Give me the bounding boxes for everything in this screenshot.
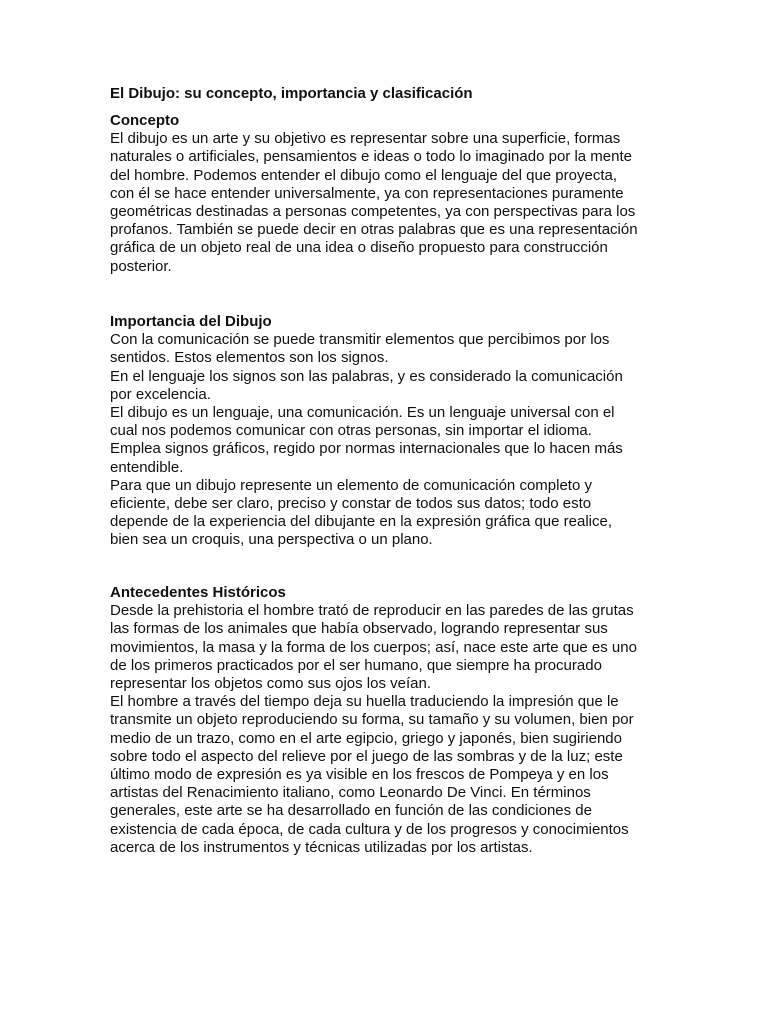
paragraph-line: por excelencia. — [110, 385, 211, 403]
paragraph-line: Emplea signos gráficos, regido por normas internacionales que lo hacen más — [110, 440, 623, 458]
paragraph-line: representar los objetos como sus ojos los veían. — [110, 675, 431, 693]
paragraph-line: gráfica de un objeto real de una idea o diseño propuesto para construcción — [110, 239, 608, 257]
paragraph-line: las formas de los animales que había observado, logrando representar sus — [110, 620, 608, 638]
paragraph-line: sobre todo el aspecto del relieve por el juego de las sombras y de la luz; este — [110, 747, 623, 765]
paragraph-line: existencia de cada época, de cada cultura y de los progresos y conocimientos — [110, 820, 629, 838]
paragraph-line: del hombre. Podemos entender el dibujo como el lenguaje del que proyecta, — [110, 166, 617, 184]
paragraph-line: artistas del Renacimiento italiano, como Leonardo De Vinci. En términos — [110, 784, 591, 802]
section-heading: Concepto — [110, 112, 180, 129]
section-antecedentes — [110, 584, 670, 857]
section-heading: Antecedentes Históricos — [110, 584, 286, 601]
paragraph-line: depende de la experiencia del dibujante en la expresión gráfica que realice, — [110, 513, 613, 531]
paragraph-line: cual nos podemos comunicar con otras personas, sin importar el idioma. — [110, 422, 592, 440]
paragraph-line: Desde la prehistoria el hombre trató de reproducir en las paredes de las grutas — [110, 602, 634, 620]
section-concepto — [110, 112, 670, 276]
paragraph-line: posterior. — [110, 257, 172, 275]
paragraph-line: profanos. También se puede decir en otras palabras que es una representación — [110, 221, 638, 239]
paragraph-line: último modo de expresión es ya visible en los frescos de Pompeya y en los — [110, 766, 609, 784]
paragraph-line: entendible. — [110, 458, 184, 476]
paragraph-line: medio de un trazo, como en el arte egipcio, griego y japonés, bien sugiriendo — [110, 729, 622, 747]
paragraph-line: Con la comunicación se puede transmitir elementos que percibimos por los — [110, 331, 610, 349]
paragraph-line: movimientos, la masa y la forma de los cuerpos; así, nace este arte que es uno — [110, 638, 637, 656]
paragraph-line: de los primeros practicados por el ser humano, que siempre ha procurado — [110, 656, 602, 674]
section-heading: Importancia del Dibujo — [110, 313, 272, 330]
paragraph-line: generales, este arte se ha desarrollado en función de las condiciones de — [110, 802, 592, 820]
paragraph-line: El dibujo es un arte y su objetivo es representar sobre una superficie, formas — [110, 130, 621, 148]
paragraph-line: acerca de los instrumentos y técnicas utilizadas por los artistas. — [110, 838, 533, 856]
paragraph-line: naturales o artificiales, pensamientos e ideas o todo lo imaginado por la mente — [110, 148, 632, 166]
document-title: El Dibujo: su concepto, importancia y clasificación — [110, 85, 473, 102]
section-importancia — [110, 313, 670, 550]
paragraph-line: Para que un dibujo represente un elemento de comunicación completo y — [110, 476, 592, 494]
paragraph-line: geométricas destinadas a personas competentes, ya con perspectivas para los — [110, 203, 636, 221]
paragraph-line: sentidos. Estos elementos son los signos. — [110, 349, 389, 367]
paragraph-line: El dibujo es un lenguaje, una comunicación. Es un lenguaje universal con el — [110, 404, 615, 422]
paragraph-line: con él se hace entender universalmente, ya con representaciones puramente — [110, 184, 624, 202]
paragraph-line: transmite un objeto reproduciendo su forma, su tamaño y su volumen, bien por — [110, 711, 634, 729]
paragraph-line: eficiente, debe ser claro, preciso y constar de todos sus datos; todo esto — [110, 495, 592, 513]
paragraph-line: El hombre a través del tiempo deja su huella traduciendo la impresión que le — [110, 693, 619, 711]
paragraph-line: En el lenguaje los signos son las palabras, y es considerado la comunicación — [110, 367, 623, 385]
paragraph-line: bien sea un croquis, una perspectiva o un plano. — [110, 531, 433, 549]
